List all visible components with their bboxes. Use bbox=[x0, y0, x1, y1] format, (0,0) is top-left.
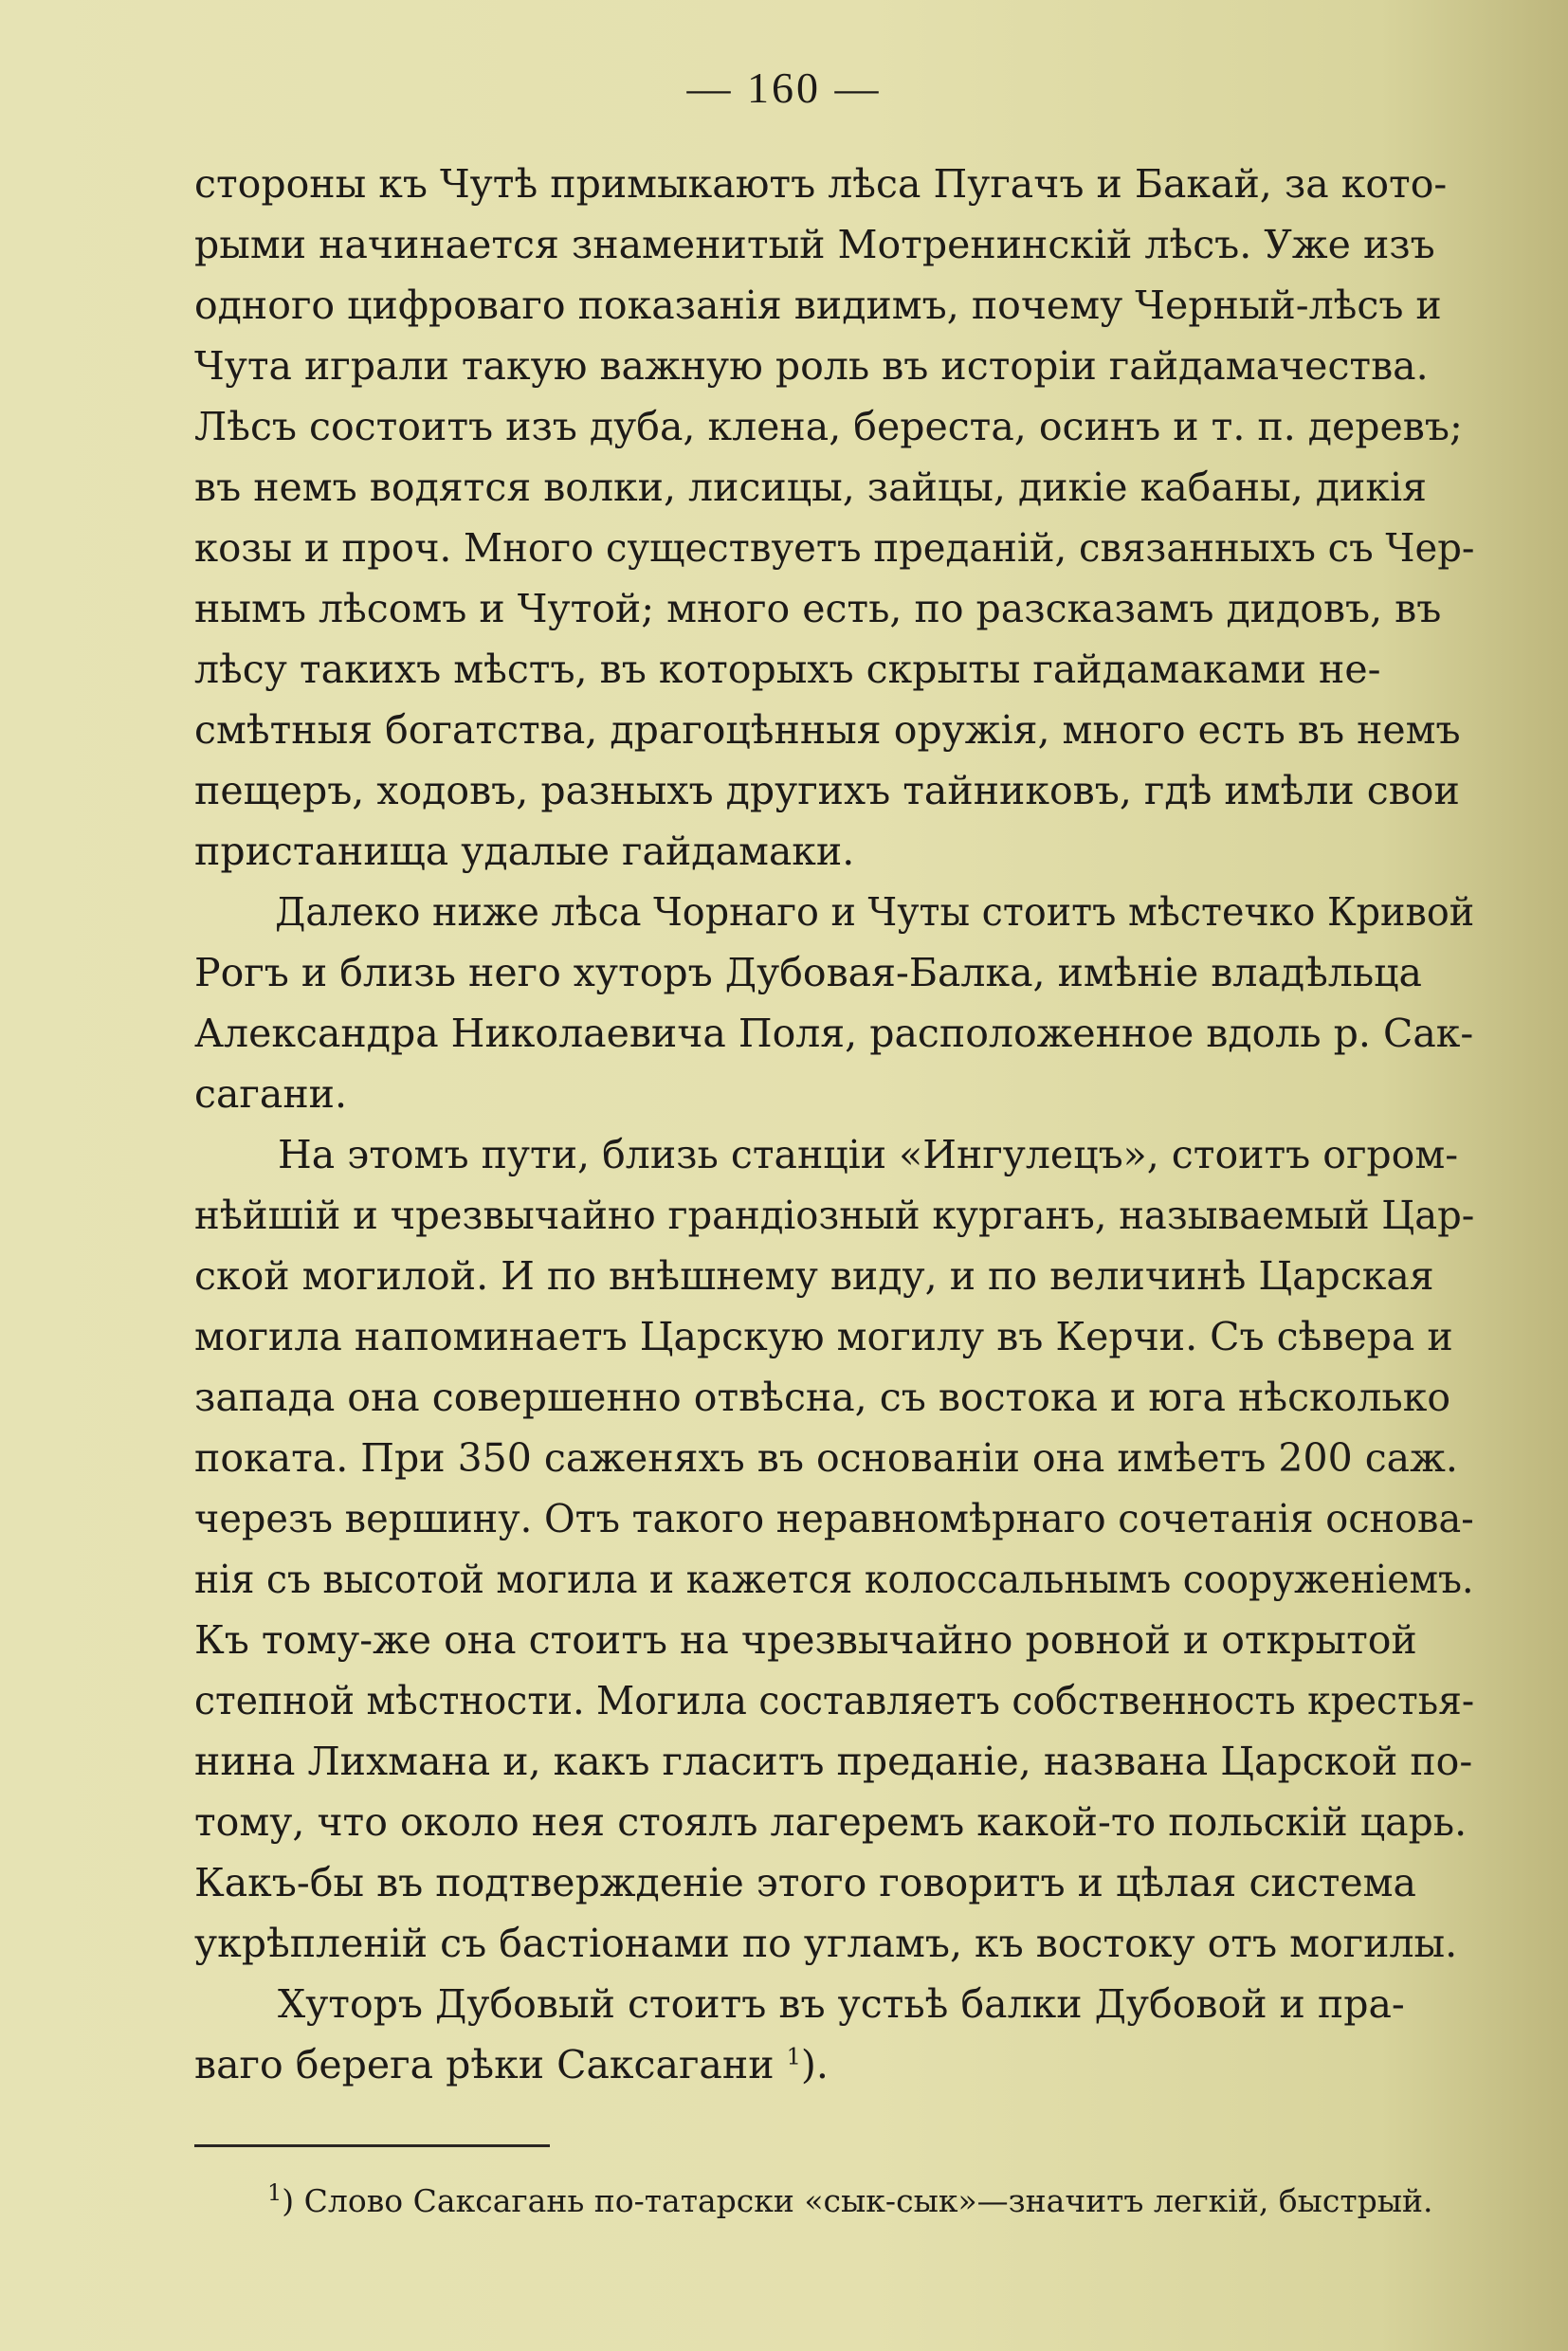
text-line: смѣтныя богатства, драгоцѣнныя оружія, много есть въ немъ bbox=[194, 707, 1461, 753]
text-line: укрѣпленій съ бастіонами по угламъ, къ востоку отъ могилы. bbox=[194, 1921, 1458, 1966]
text-line: степной мѣстности. Могила составляетъ собственность крестья- bbox=[194, 1678, 1475, 1723]
footnote-marker: 1 bbox=[267, 2179, 283, 2206]
text-line: лѣсу такихъ мѣстъ, въ которыхъ скрыты гайдамаками не- bbox=[194, 647, 1381, 692]
paragraph-start: На этомъ пути, близь станціи «Ингулецъ», стоитъ огром- bbox=[278, 1132, 1459, 1177]
footnote-divider bbox=[194, 2144, 550, 2147]
text-line: козы и проч. Много существуетъ преданій, связанныхъ съ Чер- bbox=[194, 525, 1475, 571]
text-line: нымъ лѣсомъ и Чутой; много есть, по разсказамъ дидовъ, въ bbox=[194, 586, 1442, 631]
closing-punctuation: ). bbox=[800, 2042, 829, 2087]
text-line: поката. При 350 саженяхъ въ основаніи она имѣетъ 200 саж. bbox=[194, 1435, 1458, 1481]
text-line: нѣйшій и чрезвычайно грандіозный курганъ, называемый Цар- bbox=[194, 1193, 1475, 1238]
text-line: нія съ высотой могила и кажется колоссальнымъ сооруженіемъ. bbox=[194, 1557, 1474, 1602]
text-line: пристанища удалые гайдамаки. bbox=[194, 829, 855, 874]
last-line-text: ваго берега рѣки Саксагани bbox=[194, 2042, 775, 2087]
page-number: — 160 — bbox=[686, 64, 882, 112]
text-line: могила напоминаетъ Царскую могилу въ Керчи. Съ сѣвера и bbox=[194, 1314, 1453, 1359]
text-line-last bbox=[194, 2034, 1474, 2095]
text-line: Лѣсъ состоитъ изъ дуба, клена, береста, осинъ и т. п. деревъ; bbox=[194, 404, 1463, 449]
paragraph-start: Хуторъ Дубовый стоитъ въ устьѣ балки Дубовой и пра- bbox=[278, 1981, 1405, 2027]
footnote bbox=[267, 2177, 1433, 2226]
text-line: Чута играли такую важную роль въ исторіи гайдамачества. bbox=[194, 343, 1429, 389]
body-text bbox=[194, 154, 1474, 2095]
text-line: черезъ вершину. Отъ такого неравномѣрнаго сочетанія основа- bbox=[194, 1496, 1474, 1541]
text-line: Александра Николаевича Поля, расположенное вдоль р. Сак- bbox=[194, 1011, 1474, 1056]
text-line: тому, что около нея стоялъ лагеремъ какой-то польскій царь. bbox=[194, 1799, 1468, 1845]
text-line: Рогъ и близь него хуторъ Дубовая-Балка, имѣніе владѣльца bbox=[194, 950, 1422, 995]
text-line: стороны къ Чутѣ примыкаютъ лѣса Пугачъ и Бакай, за кото- bbox=[194, 161, 1448, 207]
text-line: запада она совершенно отвѣсна, съ востока и юга нѣсколько bbox=[194, 1375, 1451, 1420]
text-line: пещеръ, ходовъ, разныхъ другихъ тайниковъ, гдѣ имѣли свои bbox=[194, 768, 1460, 813]
footnote-reference: 1 bbox=[786, 2043, 801, 2070]
text-line: ской могилой. И по внѣшнему виду, и по величинѣ Царская bbox=[194, 1253, 1434, 1299]
text-line: Къ тому-же она стоитъ на чрезвычайно ровной и открытой bbox=[194, 1617, 1417, 1663]
text-line: Какъ-бы въ подтвержденіе этого говоритъ и цѣлая система bbox=[194, 1860, 1416, 1905]
paragraph-start: Далеко ниже лѣса Чорнаго и Чуты стоитъ мѣстечко Кривой bbox=[275, 889, 1475, 935]
text-line: нина Лихмана и, какъ гласитъ преданіе, названа Царской по- bbox=[194, 1739, 1473, 1784]
text-line: въ немъ водятся волки, лисицы, зайцы, дикіе кабаны, дикія bbox=[194, 465, 1427, 510]
footnote-text: ) Слово Саксагань по-татарски «сык-сык»—значитъ легкій, быстрый. bbox=[282, 2182, 1433, 2219]
text-line: сагани. bbox=[194, 1071, 348, 1117]
text-line: одного цифроваго показанія видимъ, почему Черный-лѣсъ и bbox=[194, 282, 1442, 328]
text-line: рыми начинается знаменитый Мотренинскій лѣсъ. Уже изъ bbox=[194, 222, 1435, 267]
